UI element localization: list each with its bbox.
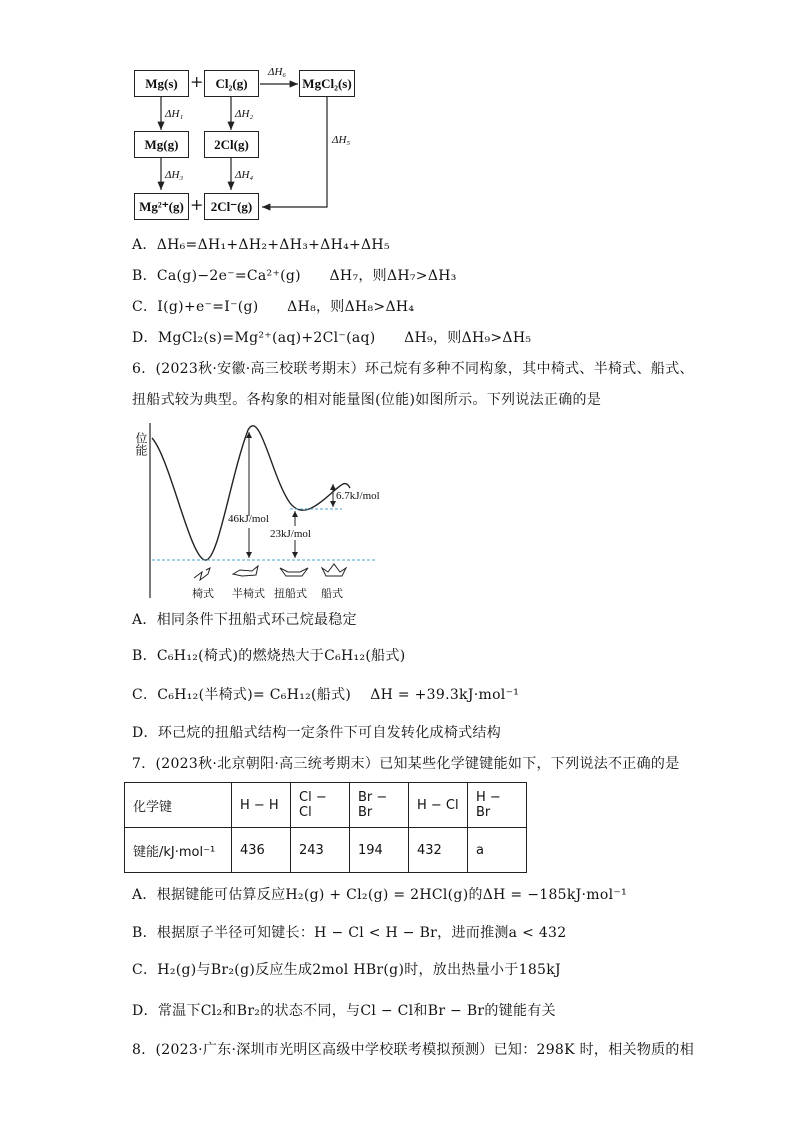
q6-option-b: B．C₆H₁₂(椅式)的燃烧热大于C₆H₁₂(船式) [132, 648, 406, 664]
conformer-label-half-chair: 半椅式 [232, 587, 265, 600]
conformer-label-chair: 椅式 [192, 587, 214, 600]
label-dh2: ΔH₂ [235, 108, 254, 120]
graph-ylabel: 位能 [134, 432, 148, 456]
boat-sketch [322, 564, 346, 576]
q7-option-b: B．根据原子半径可知键长：H − Cl < H − Br，进而推测a < 432 [132, 925, 567, 941]
q6-stem-line2: 扭船式较为典型。各构象的相对能量图(位能)如图所示。下列说法正确的是 [132, 392, 602, 408]
table-header-cell: H − H [232, 783, 291, 828]
conformer-label-twist-boat: 扭船式 [274, 587, 307, 600]
box-2cl-minus-g: 2Cl⁻(g) [204, 193, 259, 220]
half-chair-sketch [233, 566, 258, 576]
q7-option-d: D．常温下Cl₂和Br₂的状态不同，与Cl − Cl和Br − Br的键能有关 [132, 1003, 556, 1019]
table-header-cell: H − Br [468, 783, 527, 828]
box-mgcl2-s: MgCl₂(s) [299, 70, 355, 97]
q5-option-c: C．I(g)+e⁻=I⁻(g) ΔH₈，则ΔH₈>ΔH₄ [132, 299, 415, 315]
table-header-cell: H − Cl [409, 783, 468, 828]
table-header-cell: 化学键 [125, 783, 232, 828]
label-dh1: ΔH₁ [165, 108, 184, 120]
label-dh6: ΔH₆ [268, 66, 287, 78]
q6-option-c: C．C₆H₁₂(半椅式)= C₆H₁₂(船式) ΔH = +39.3kJ·mol⁻¹ [132, 687, 520, 703]
bond-energy-table [124, 782, 527, 873]
table-cell: a [468, 828, 527, 873]
label-23kj: 23kJ/mol [270, 528, 311, 540]
table-cell: 432 [409, 828, 468, 873]
label-dh5: ΔH₅ [332, 134, 351, 146]
chair-sketch [194, 568, 210, 580]
table-cell: 436 [232, 828, 291, 873]
label-46kj: 46kJ/mol [228, 513, 269, 525]
q5-option-d: D．MgCl₂(s)=Mg²⁺(aq)+2Cl⁻(aq) ΔH₉，则ΔH₉>ΔH₅ [132, 330, 532, 346]
box-mg-g: Mg(g) [134, 131, 189, 158]
q5-option-a: A．ΔH₆=ΔH₁+ΔH₂+ΔH₃+ΔH₄+ΔH₅ [132, 237, 390, 253]
energy-curve [152, 426, 350, 560]
label-dh3: ΔH₃ [165, 169, 184, 181]
label-dh4: ΔH₄ [235, 169, 254, 181]
energy-curve-svg [130, 418, 390, 603]
q6-option-a: A．相同条件下扭船式环己烷最稳定 [132, 612, 357, 628]
q7-option-c: C．H₂(g)与Br₂(g)反应生成2mol HBr(g)时，放出热量小于185kJ [132, 962, 561, 978]
table-header-cell: Cl − Cl [291, 783, 350, 828]
box-mg-s: Mg(s) [134, 70, 189, 97]
plus-sign-bottom: + [190, 195, 204, 214]
conformer-label-boat: 船式 [321, 587, 343, 600]
label-6-7kj: 6.7kJ/mol [336, 490, 380, 502]
table-cell: 194 [350, 828, 409, 873]
table-header-cell: Br − Br [350, 783, 409, 828]
q6-stem-line1: 6．(2023秋·安徽·高三校联考期末）环己烷有多种不同构象，其中椅式、半椅式、船式、 [132, 361, 694, 377]
box-mg2plus-g: Mg²⁺(g) [134, 193, 189, 220]
twist-boat-sketch [280, 568, 308, 576]
q8-stem-line1: 8．(2023·广东·深圳市光明区高级中学校联考模拟预测）已知：298K 时，相关物质的相 [132, 1042, 695, 1058]
table-header-row [125, 783, 527, 828]
q7-option-a: A．根据键能可估算反应H₂(g) + Cl₂(g) = 2HCl(g)的ΔH = −185kJ·mol⁻¹ [132, 887, 627, 903]
table-row [125, 828, 527, 873]
q6-option-d: D．环己烷的扭船式结构一定条件下可自发转化成椅式结构 [132, 725, 502, 741]
box-cl2-g: Cl₂(g) [204, 70, 259, 97]
table-cell: 243 [291, 828, 350, 873]
table-cell: 键能/kJ·mol⁻¹ [125, 828, 232, 873]
box-2cl-g: 2Cl(g) [204, 131, 259, 158]
q5-option-b: B．Ca(g)−2e⁻=Ca²⁺(g) ΔH₇，则ΔH₇>ΔH₃ [132, 268, 457, 284]
plus-sign-top: + [190, 72, 204, 91]
q7-stem-line1: 7．(2023秋·北京朝阳·高三统考期末）已知某些化学键键能如下，下列说法不正确的是 [132, 756, 680, 772]
